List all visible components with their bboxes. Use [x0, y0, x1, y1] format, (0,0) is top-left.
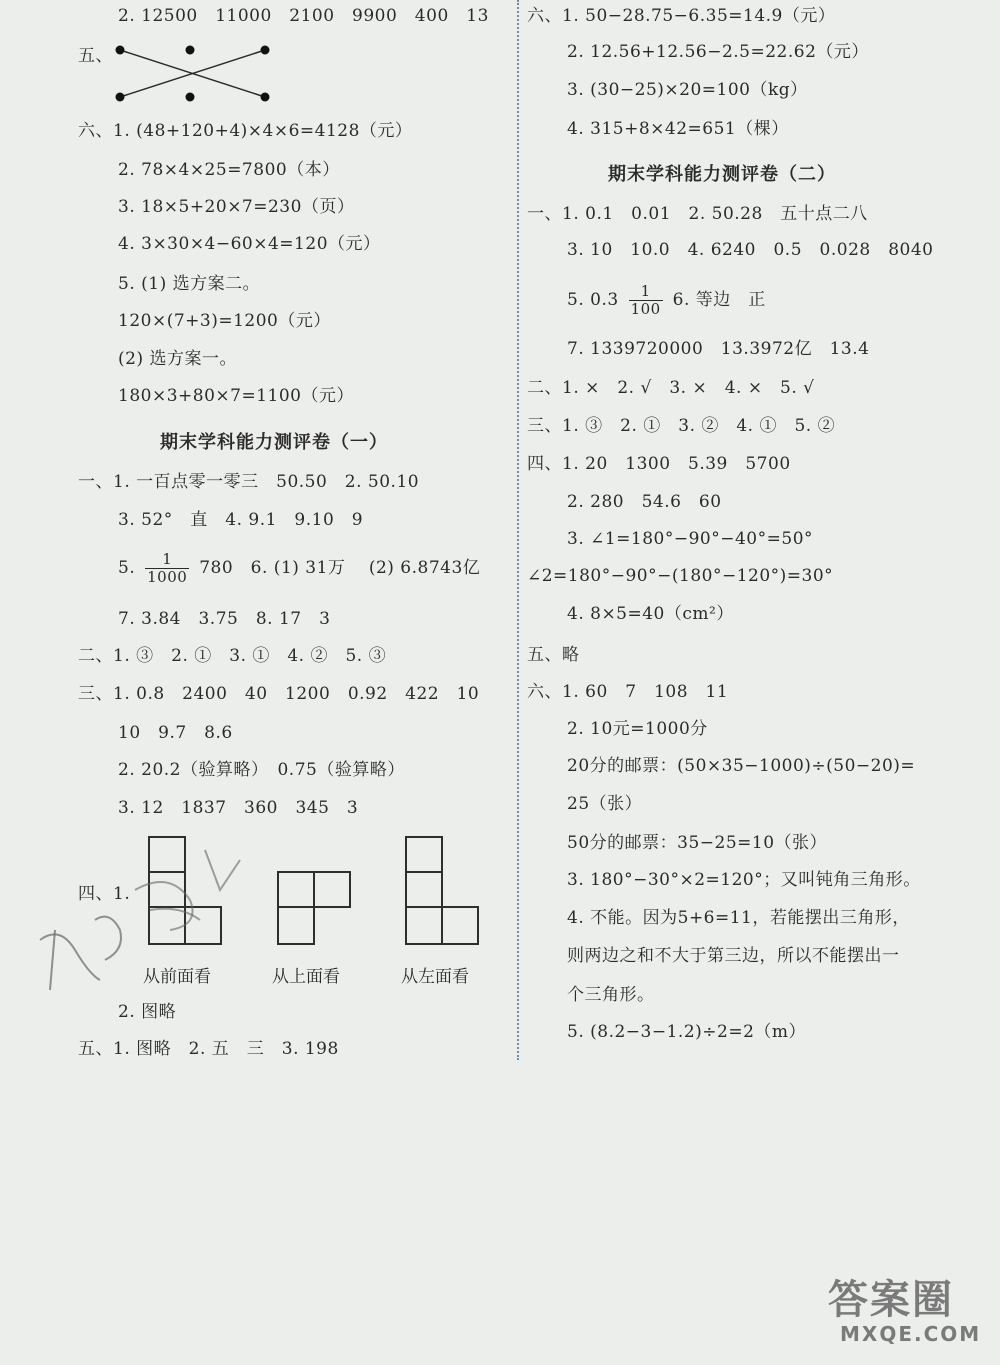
answer-line: 六、1. (48+120+4)×4×6=4128（元） [78, 121, 413, 141]
answer-line: 3. (30−25)×20=100（kg） [567, 80, 808, 100]
answer-line: 2. 20.2（验算略） 0.75（验算略） [118, 760, 405, 780]
watermark-url: MXQE.COM [840, 1322, 982, 1346]
answer-line: 2. 10元=1000分 [567, 719, 708, 739]
answer-line: 二、1. × 2. √ 3. × 4. × 5. √ [527, 378, 815, 398]
exam-title-2: 期末学科能力测评卷（二） [608, 164, 836, 185]
answer-line: 四、1. [78, 884, 131, 904]
numerator: 1 [629, 283, 663, 301]
grid-square [277, 871, 315, 908]
answer-line: 3. 180°−30°×2=120°；又叫钝角三角形。 [567, 870, 921, 890]
answer-text: 780 6. (1) 31万 (2) 6.8743亿 [199, 558, 481, 578]
answer-line: 3. 52° 直 4. 9.1 9.10 9 [118, 510, 364, 530]
answer-line: 则两边之和不大于第三边，所以不能摆出一 [567, 946, 900, 966]
section-label: 五、 [78, 46, 113, 66]
answer-line: 7. 3.84 3.75 8. 17 3 [118, 609, 331, 629]
answer-line: 120×(7+3)=1200（元） [118, 311, 331, 331]
answer-line: 一、1. 0.1 0.01 2. 50.28 五十点二八 [527, 204, 868, 224]
answer-line: 2. 12500 11000 2100 9900 400 13 [118, 6, 489, 26]
answer-line: 2. 12.56+12.56−2.5=22.62（元） [567, 42, 869, 62]
answer-line: 20分的邮票：(50×35−1000)÷(50−20)= [567, 756, 916, 776]
answer-line: 10 9.7 8.6 [118, 723, 233, 743]
column-divider [517, 0, 519, 1060]
grid-square [405, 871, 443, 908]
answer-line: 六、1. 50−28.75−6.35=14.9（元） [527, 6, 836, 26]
answer-line: 六、1. 60 7 108 11 [527, 682, 729, 702]
grid-square [405, 906, 443, 945]
answer-line: (2) 选方案一。 [118, 349, 237, 369]
grid-square [277, 906, 315, 945]
answer-line: 三、1. ③ 2. ① 3. ② 4. ① 5. ② [527, 416, 836, 436]
answer-line-fraction [118, 548, 480, 588]
answer-text: 5. 0.3 [567, 290, 619, 310]
answer-line: 3. 12 1837 360 345 3 [118, 798, 359, 818]
grid-square [313, 871, 351, 908]
answer-line: 五、略 [527, 645, 580, 665]
denominator: 100 [630, 300, 661, 318]
answer-line: 四、1. 20 1300 5.39 5700 [527, 454, 791, 474]
answer-line: 50分的邮票：35−25=10（张） [567, 833, 828, 853]
answer-line: 180×3+80×7=1100（元） [118, 386, 354, 406]
matching-lines-diagram [110, 40, 280, 106]
fraction [145, 551, 189, 586]
answer-line: 一、1. 一百点零一零三 50.50 2. 50.10 [78, 472, 420, 492]
answer-line: 3. 18×5+20×7=230（页） [118, 197, 355, 217]
fraction [629, 283, 663, 318]
answer-line: 4. 不能。因为5+6=11，若能摆出三角形， [567, 908, 910, 928]
answer-line: 5. (8.2−3−1.2)÷2=2（m） [567, 1022, 807, 1042]
answer-line: 2. 78×4×25=7800（本） [118, 160, 340, 180]
answer-line: 7. 1339720000 13.3972亿 13.4 [567, 339, 870, 359]
answer-line: 4. 3×30×4−60×4=120（元） [118, 234, 381, 254]
answer-line-fraction [567, 280, 766, 320]
answer-line: ∠2=180°−90°−(180°−120°)=30° [527, 566, 834, 586]
view-caption-front: 从前面看 [143, 967, 211, 987]
grid-square [441, 906, 479, 945]
exam-title-1: 期末学科能力测评卷（一） [160, 432, 388, 453]
answer-line: 2. 280 54.6 60 [567, 492, 722, 512]
denominator: 1000 [147, 568, 188, 586]
numerator: 1 [145, 551, 189, 569]
item-number: 5. [118, 558, 136, 578]
answer-line: 4. 315+8×42=651（棵） [567, 119, 789, 139]
answer-line: 个三角形。 [567, 985, 655, 1005]
answer-line: 25（张） [567, 794, 643, 814]
answer-line: 5. (1) 选方案二。 [118, 274, 261, 294]
answer-line: 2. 图略 [118, 1002, 177, 1022]
answer-line: 三、1. 0.8 2400 40 1200 0.92 422 10 [78, 684, 480, 704]
answer-text: 6. 等边 正 [672, 290, 766, 310]
watermark-logo: 答案圈 [828, 1277, 954, 1323]
grid-square [405, 836, 443, 873]
answer-line: 五、1. 图略 2. 五 三 3. 198 [78, 1039, 339, 1059]
view-caption-top: 从上面看 [272, 967, 340, 987]
answer-line: 二、1. ③ 2. ① 3. ① 4. ② 5. ③ [78, 646, 387, 666]
answer-line: 3. 10 10.0 4. 6240 0.5 0.028 8040 [567, 240, 934, 260]
view-caption-left: 从左面看 [401, 967, 469, 987]
answer-line: 4. 8×5=40（cm²） [567, 604, 734, 624]
answer-line: 3. ∠1=180°−90°−40°=50° [567, 529, 814, 549]
